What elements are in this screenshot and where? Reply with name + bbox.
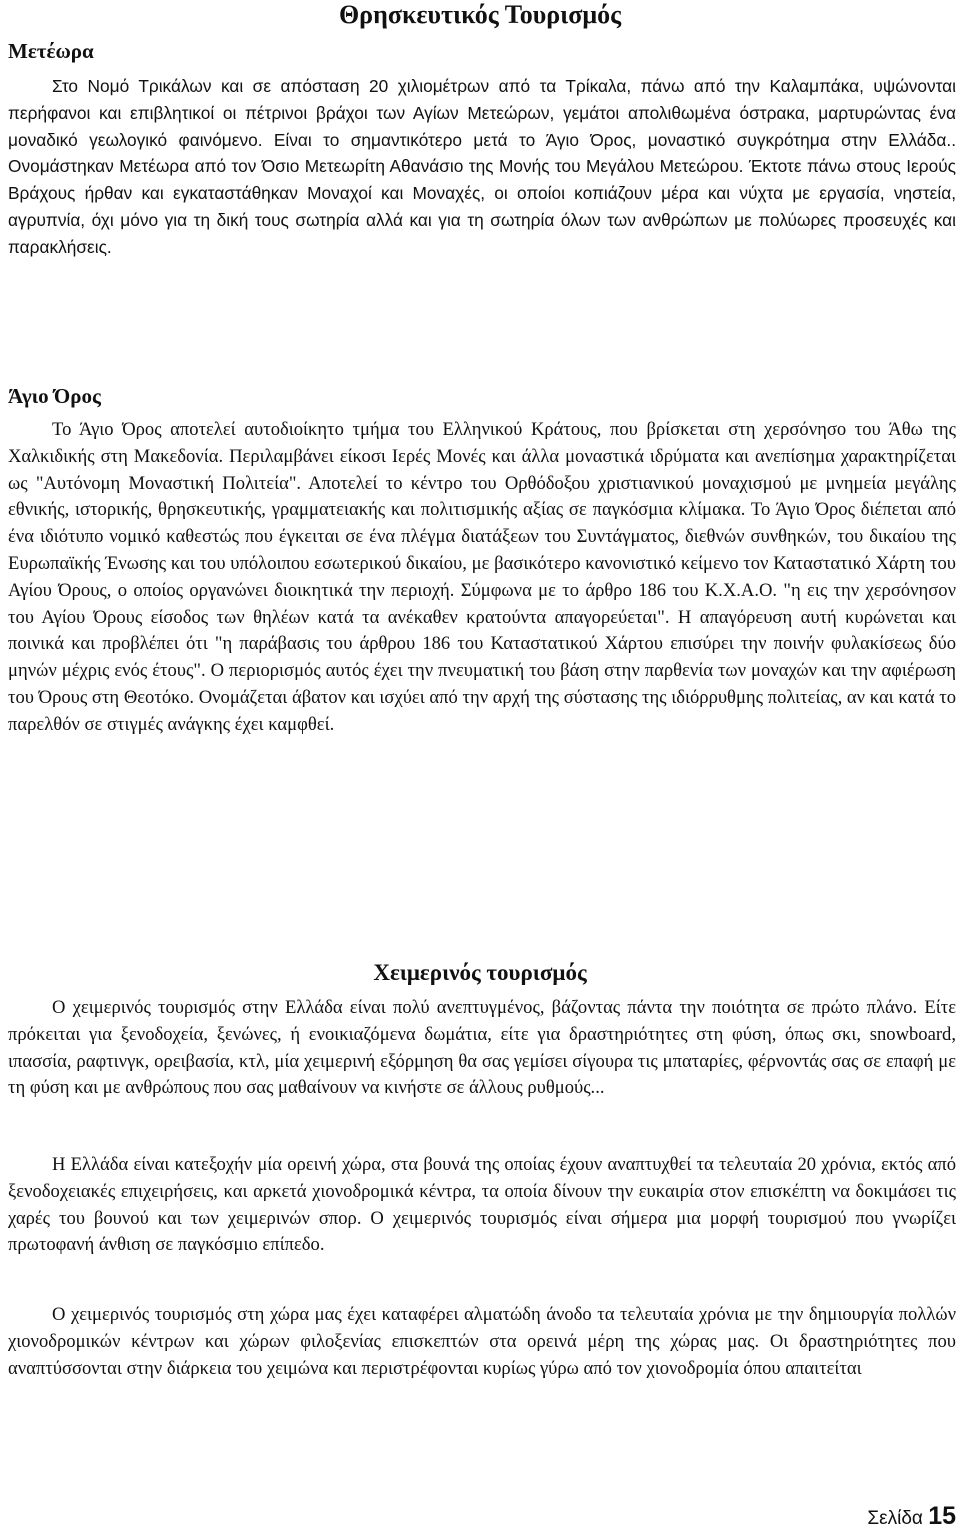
paragraph-mount-athos: Το Άγιο Όρος αποτελεί αυτοδιοίκητο τμήμα του Ελληνικού Κράτους, που βρίσκεται στη χερσόνησο του Άθω της Χαλκιδικής στη Μακεδονία. Περιλαμβάνει είκοσι Ιερές Μονές και άλλα μοναστικά ιδρύματα και ανεπίσημα χαρακτηρίζεται ως "Αυτόνομη Μοναστική Πολιτεία". Αποτελεί το κέντρο του Ορθόδοξου χριστιανικού μοναχισμού με μνημεία μεγάλης εθνικής, ιστορικής, θρησκευτικής, γραμματειακής και πολιτισμικής αξίας σε παγκόσμια κλίμακα. Το Άγιο Όρος διέπεται από ένα ιδιότυπο νομικό καθεστώς που έγκειται σε ένα πλέγμα διατάξεων του Συντάγματος, διεθνών συνθηκών, του δικαίου της Ευρωπαϊκής Ένωσης και του υπόλοιπου εσωτερικού δικαίου, με βασικότερο κανονιστικό κείμενο τον Καταστατικό Χάρτη του Αγίου Όρους, ο οποίος οργανώνει διοικητικά την περιοχή. Σύμφωνα με το άρθρο 186 του Κ.Χ.Α.Ο. "η εις την χερσόνησον του Αγίου Όρους είσοδος των θηλέων κατά τα ανέκαθεν κρατούντα απαγορεύεται". Η απαγόρευση αυτή κυρώνεται και ποινικά και προβλέπει ότι "η παράβασις του άρθρου 186 του Καταστατικού Χάρτου επισύρει την ποινήν φυλακίσεως δύο μηνών μέχρις ενός έτους". Ο περιορισμός αυτός έχει την πνευματική του βάση στην παρθενία των μοναχών και την αφιέρωση του Όρους στη Θεοτόκο. Ονομάζεται άβατον και ισχύει από την αρχή της σύστασης της ιδιόρρυθμης πολιτείας, αν και κατά το παρελθόν σε στιγμές ανάγκης έχει καμφθεί. [8, 419, 956, 735]
paragraph-winter-tourism-1: Ο χειμερινός τουρισμός στην Ελλάδα είναι πολύ ανεπτυγμένος, βάζοντας πάντα την ποιότητα σε πρώτο πλάνο. Είτε πρόκειται για ξενοδοχεία, ξενώνες, ή ενοικιαζόμενα δωμάτια, είτε για δραστηριότητες στη φύση, όπως σκι, snowboard, ιπασσία, ραφτινγκ, ορειβασία, κτλ, μία χειμερινή εξόρμηση θα σας γεμίσει σίγουρα τις μπαταρίες, φέρνοντάς σας σε επαφή με τη φύση και με ανθρώπους που σας μαθαίνουν να κινήστε σε άλλους ρυθμούς... [8, 997, 956, 1099]
document-title: Θρησκευτικός Τουρισμός [338, 0, 622, 29]
paragraph-winter-tourism-3: Ο χειμερινός τουρισμός στη χώρα μας έχει καταφέρει αλματώδη άνοδο τα τελευταία χρόνια με την δημιουργία πολλών χιονοδρομικών κέντρων και χώρων φιλοξενίας επισκεπτών στα ορεινά μέρη της χώρας μας. Οι δραστηριότητες που αναπτύσσονται στην διάρκεια του χειμώνα και περιστρέφονται κυρίως γύρω από τον χιονοδρομία όπου απαιτείται [8, 1304, 956, 1379]
paragraph-meteora: Στο Νομό Τρικάλων και σε απόσταση 20 χιλιομέτρων από τα Τρίκαλα, πάνω από την Καλαμπάκα, υψώνονται περήφανοι και επιβλητικοί οι πέτρινοι βράχοι των Αγίων Μετεώρων, γεμάτοι απολιθωμένα όστρακα, μαρτυρώντας ένα μοναδικό γεωλογικό φαινόμενο. Είναι το σημαντικότερο μετά το Άγιο Όρος, μοναστικό συγκρότημα στην Ελλάδα.. Ονομάστηκαν Μετέωρα από τον Όσιο Μετεωρίτη Αθανάσιο της Μονής του Μεγάλου Μετεώρου. Έκτοτε πάνω στους Ιερούς Βράχους ήρθαν και εγκαταστάθηκαν Μοναχοί και Μοναχές, οι οποίοι κοπιάζουν μέρα και νύχτα με εργασία, νηστεία, αγρυπνία, όχι μόνο για τη δική τους σωτηρία αλλά και για τη σωτηρία όλων των ανθρώπων με πολύωρες προσευχές και παρακλήσεις. [8, 76, 956, 257]
page-number-value: 15 [928, 1502, 956, 1530]
section-heading-meteora: Μετέωρα [8, 39, 94, 63]
section-heading-winter-tourism: Χειμερινός τουρισμός [373, 960, 587, 985]
paragraph-winter-tourism-2: Η Ελλάδα είναι κατεξοχήν μία ορεινή χώρα, στα βουνά της οποίας έχουν αναπτυχθεί τα τελευταία 20 χρόνια, εκτός από ξενοδοχειακές επιχειρήσεις, και αρκετά χιονοδρομικά κέντρα, τα οποία δίνουν την ευκαιρία στον επισκέπτη να δοκιμάσει τις χαρές του βουνού και των χειμερινών σπορ. Ο χειμερινός τουρισμός είναι σήμερα μια μορφή τουρισμού που γνωρίζει πρωτοφανή άνθιση σε παγκόσμιο επίπεδο. [8, 1154, 956, 1256]
page-number-label: Σελίδα [867, 1508, 923, 1529]
page-number [867, 1504, 956, 1531]
section-heading-mount-athos: Άγιο Όρος [8, 384, 101, 408]
